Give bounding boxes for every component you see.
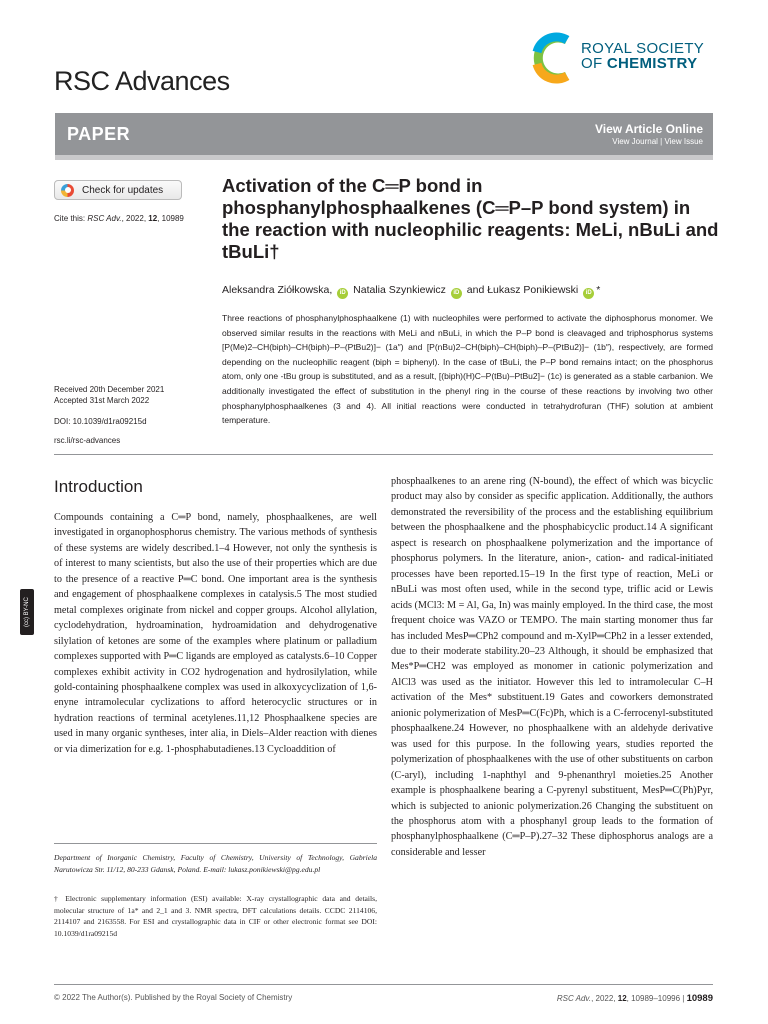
article-title: Activation of the C═P bond in phosphanylphosphaalkenes (C═P–P bond system) in the reaction with nucleophilic reagents: MeLi, nBuLi and tBuLi† — [222, 175, 719, 262]
doi: DOI: 10.1039/d1ra09215d — [54, 417, 147, 426]
corresponding-author-mark: * — [596, 284, 601, 296]
author-name: Natalia Szynkiewicz — [353, 284, 446, 296]
section-heading-introduction: Introduction — [54, 477, 143, 496]
author-list — [222, 284, 600, 299]
author-name: and Łukasz Ponikiewski — [466, 284, 579, 296]
copyright-footer: © 2022 The Author(s). Published by the Royal Society of Chemistry — [54, 993, 293, 1002]
journal-link[interactable]: rsc.li/rsc-advances — [54, 436, 121, 445]
check-for-updates-button[interactable] — [54, 180, 182, 200]
publisher-line2: OF CHEMISTRY — [581, 55, 698, 72]
page-number: 10989 — [686, 993, 713, 1004]
view-article-online-link[interactable]: View Article Online — [594, 122, 703, 136]
cc-license-badge[interactable]: (cc) BY-NC — [20, 589, 34, 635]
view-issue-link[interactable]: View Issue — [664, 137, 703, 146]
rsc-logo[interactable] — [529, 30, 719, 86]
divider — [54, 454, 713, 455]
publisher-line1: ROYAL SOCIETY — [581, 40, 705, 57]
abstract: Three reactions of phosphanylphosphaalkene (1) with nucleophiles were performed to activate the diphosphorus monomer. We observed similar results in the reactions with MeLi and nBuLi, in which the P–P bond is cleavaged and triphosphorus systems [P(Me)2–CH(biph)–CH(biph)–P–(PtBu2)]− (1a″) and [P(nBu)2–CH(biph)–CH(biph)–P–(PtBu2)]− (1b″), respectively, are formed depending on the nucleophilic reagent (biph = biphenyl). In the case of tBuLi, the P–P bond remains intact; on the phosphorus atom, only one -tBu group is substituted, and as a result, [(biph)(H)C–P(tBu)–PtBu2]− (1c) is generated as a stable carbanion. We additionally investigated the effect of substitution in the phenyl ring in the course of these reactions by involving two other phosphanylphosphaalkenes (3 and 4). All initial reactions were conducted in tetrahydrofuran (THF) solution at ambient temperature. — [222, 313, 713, 426]
view-journal-link[interactable]: View Journal — [612, 137, 658, 146]
article-type-banner — [55, 113, 713, 160]
author-name: Aleksandra Ziółkowska, — [222, 284, 333, 296]
orcid-icon[interactable]: iD — [451, 288, 462, 299]
esi-footnote: † Electronic supplementary information (ESI) available: X-ray crystallographic data and details, molecular structure of 1a* and 2_1 and 3. NMR spectra, DFT calculations details. CCDC 2114106, 2114107 and 2163558. For ESI and crystallographic data in CIF or other electronic format see DOI: 10.1039/d1ra09215d — [54, 894, 377, 938]
citation: Cite this: RSC Adv., 2022, 12, 10989 — [54, 214, 184, 223]
received-date: Received 20th December 2021 — [54, 385, 165, 394]
orcid-icon[interactable]: iD — [337, 288, 348, 299]
rsc-emblem-icon — [529, 30, 577, 86]
dates — [54, 384, 164, 406]
journal-name: RSC Advances — [54, 66, 230, 96]
orcid-icon[interactable]: iD — [583, 288, 594, 299]
check-for-updates-label: Check for updates — [82, 184, 164, 196]
accepted-date: Accepted 31st March 2022 — [54, 396, 150, 405]
footnote-divider — [54, 843, 377, 844]
body-text-left-column: Compounds containing a C═P bond, namely, phosphaalkenes, are well investigated in organophosphorus chemistry. The various methods of synthesis of these systems are widely described.1–4 However, not only the synthesis is of interest to many scientists, but also the use of their properties which are due to the presence of a reactive P═C bond. One important area is the synthesis and engagement of phosphaalkene complexes in catalysis.5 The most studied metal complexes originate from nickel and copper groups. Alcohol allylation, cyclodehydration, hydroamination, hydroamidation and dehydrogenative silylation of ketones are some of the examples where platinum or palladium complexes supported with P═C ligands are employed as catalysts.6–10 Copper complexes exhibit activity in CO2 hydrogenation and hydrosilylation, while gold-containing phosphaalkene complex was used in alkoxycyclization of 1,6-enyne intramolecular cyclizations to afford heterocyclic structures or in hydration reactions of terminal acetylenes.11,12 Phosphaalkene species are used in many organic syntheses, inter alia, in Diels–Alder reaction with dienes or via dimerization for e.g. 1-phosphabutadienes.13 Cycloaddition of — [54, 512, 377, 755]
footer-divider — [54, 984, 713, 985]
author-affiliation: Department of Inorganic Chemistry, Faculty of Chemistry, University of Technology, Gabriela Narutowicza Str. 11/12, 80-233 Gdansk, Poland. E-mail: lukasz.ponikiewski@pg.edu.pl — [54, 853, 377, 874]
page-footer: RSC Adv., 2022, 12, 10989–10996 | 10989 — [556, 993, 713, 1004]
body-text-right-column: phosphaalkenes to an arene ring (N-bound), the effect of which was bicyclic product may also by consider as specific application. Additionally, the authors demonstrated the reversibility of the process and the establishing equilibrium between the phosphaalkene and the phosphabicyclic product.14 A significant aspect is research on phosphaalkene polymerization and the importance of phosphorus polymers. In the literature, anion-, cation- and radical-initiated processes have been reported.15–19 In the first type of reaction, MeLi or nBuLi was most often used, while in the second type, triflic acid or Lewis acids (MCl3: M = Al, Ga, In) was mainly employed. In the third case, the most frequent choice was VAZO or TEMPO. The main starting monomer thus far has included MesP═CPh2 compound and m-XylP═CPh2 in a lesser extended, due to their moderate stability.20–23 Although, it should be emphasized that Mes*P═CH2 was employed as monomer in cationic polymerization and AlCl3 was used as the initiator. However this led to intramolecular C–H activation of the Mes* substituent.19 Gates and coworkers demonstrated anionic polymerization of MesP═C(Fc)Ph, which is a C-ferrocenyl-substituted phosphaalkene.24 However, no phosphaalkene with an aldehyde derivative was used for this purpose. In the following years, studies reported the polymerization of phosphaalkenes with the use of other substituents on carbon (C-aryl), including 1-naphthyl and 9-phenanthryl moieties.25 Another example is phosphaalkene bearing a C-pyrenyl substituent, MesP═C(Ph)Pyr, which is subjected to anionic polymerization.26 Changing the substituent on the phosphorus atom with a phosphanyl group leads to the formation of phosphanylphosphaalkene (C═P–P).27–32 These diphosphorus analogs are a considerable and lesser — [391, 476, 713, 858]
view-links: View Journal | View Issue — [612, 137, 703, 146]
crossmark-icon — [61, 184, 74, 197]
article-type-label: PAPER — [67, 124, 131, 144]
